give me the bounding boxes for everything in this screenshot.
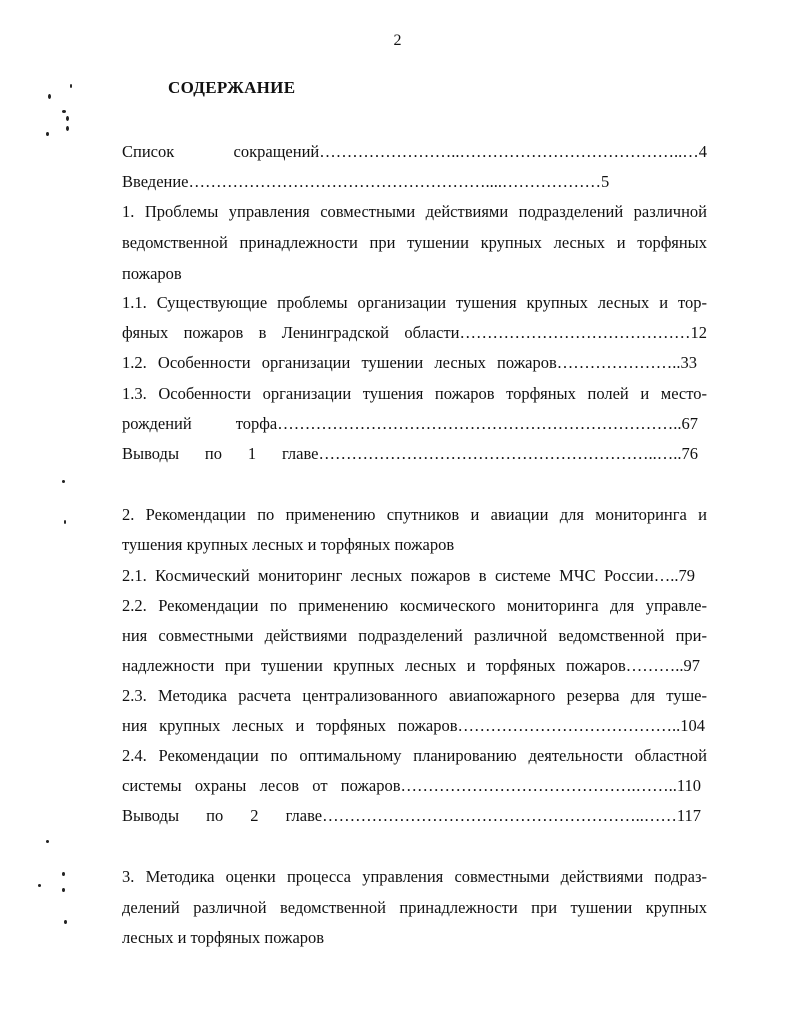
toc-section-2-2-line-3: надлежности при тушении крупных лесных и торфяных пожаров………..97 [122,656,700,675]
toc-section-2-2-line-2: ния совместными действиями подразделений различной ведомственной при- [122,626,707,645]
scan-speck [46,840,49,843]
toc-section-2-4-line-1: 2.4. Рекомендации по оптимальному планированию деятельности областной [122,746,707,765]
toc-section-2-1: 2.1. Космический мониторинг лесных пожаров в системе МЧС России…..79 [122,566,695,585]
toc-chapter-2-conclusions: Выводы по 2 главе…………………………………………………..……117 [122,806,701,825]
toc-chapter-1-line-3: пожаров [122,264,182,283]
toc-chapter-1-conclusions: Выводы по 1 главе……………………………………………………..…..76 [122,444,698,463]
toc-section-2-2-line-1: 2.2. Рекомендации по применению космического мониторинга для управле- [122,596,707,615]
scan-speck [66,126,69,131]
scan-speck [64,920,67,924]
scan-speck [62,110,66,113]
toc-chapter-1-line-2: ведомственной принадлежности при тушении крупных лесных и торфяных [122,233,707,252]
scan-speck [66,116,69,121]
toc-entry-introduction: Введение………………………………………………....………………5 [122,172,610,191]
scan-speck [48,94,51,99]
scan-speck [62,872,65,876]
toc-chapter-3-line-3: лесных и торфяных пожаров [122,928,325,947]
toc-entry-abbreviations: Список сокращений……………………..…………………………………..…4 [122,142,707,161]
toc-section-1-1-line-1: 1.1. Существующие проблемы организации тушения крупных лесных и тор- [122,293,707,312]
scan-speck [70,84,72,88]
toc-section-2-4-line-2: системы охраны лесов от пожаров…………………………………….……..110 [122,776,701,795]
scan-speck [38,884,41,887]
toc-section-2-3-line-1: 2.3. Методика расчета централизованного авиапожарного резерва для туше- [122,686,707,705]
scan-speck [46,132,49,136]
toc-section-1-3-line-1: 1.3. Особенности организации тушения пожаров торфяных полей и место- [122,384,707,403]
scan-speck [64,520,66,524]
toc-section-2-3-line-2: ния крупных лесных и торфяных пожаров…………………………………..104 [122,716,705,735]
toc-chapter-3-line-2: делений различной ведомственной принадлежности при тушении крупных [122,898,707,917]
toc-title: СОДЕРЖАНИЕ [168,78,296,97]
toc-section-1-1-line-2: фяных пожаров в Ленинградской области……………………………………12 [122,323,707,342]
toc-section-1-2: 1.2. Особенности организации тушении лесных пожаров…………………..33 [122,353,697,372]
scan-speck [62,888,65,892]
scan-speck [62,480,65,483]
toc-section-1-3-line-2: рождений торфа………………………………………………………………..67 [122,414,698,433]
toc-chapter-2-line-2: тушения крупных лесных и торфяных пожаров [122,535,455,554]
toc-chapter-1-line-1: 1. Проблемы управления совместными действиями подразделений различной [122,202,707,221]
page-number: 2 [393,32,402,49]
toc-chapter-2-line-1: 2. Рекомендации по применению спутников и авиации для мониторинга и [122,505,707,524]
toc-chapter-3-line-1: 3. Методика оценки процесса управления совместными действиями подраз- [122,867,707,886]
